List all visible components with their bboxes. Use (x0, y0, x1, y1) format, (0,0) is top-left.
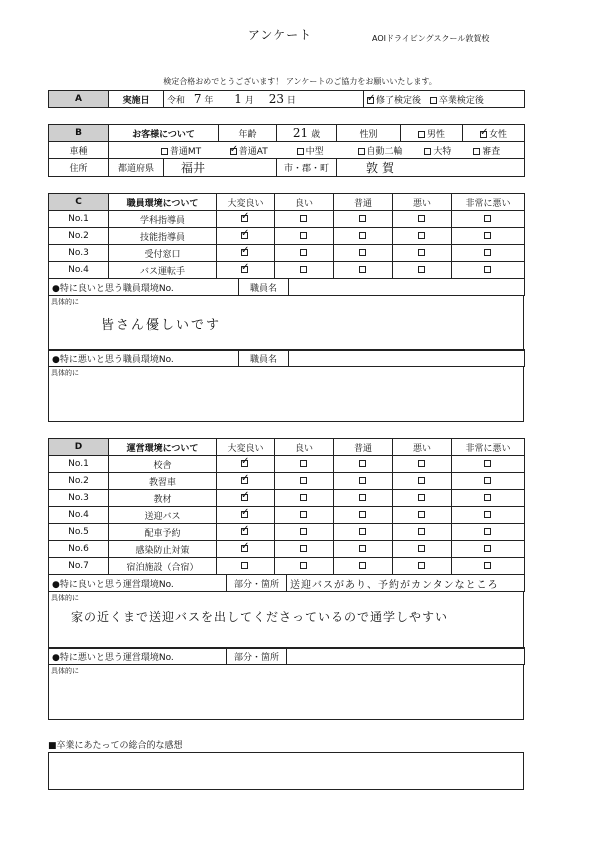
rating-cell[interactable] (393, 211, 452, 228)
final-impression-label: ■卒業にあたっての総合的な感想 (48, 741, 183, 751)
rating-cell[interactable] (275, 541, 334, 558)
staff-good-label: ●特に良いと思う職員環境No. (49, 279, 239, 296)
rating-cell[interactable] (217, 473, 275, 490)
rating-cell[interactable] (217, 211, 275, 228)
rating-cell[interactable] (275, 558, 334, 575)
detail-label: 具体的に (51, 369, 79, 377)
rating-cell[interactable] (275, 245, 334, 262)
age-field[interactable] (277, 125, 337, 142)
checkbox-icon[interactable] (359, 232, 366, 239)
checkbox-icon[interactable] (359, 249, 366, 256)
checkbox-icon[interactable] (300, 528, 307, 535)
section-a-letter: A (49, 91, 109, 108)
checkbox-icon[interactable] (297, 148, 304, 155)
checkbox-icon[interactable] (359, 494, 366, 501)
row-item: 受付窓口 (109, 245, 217, 262)
rating-cell[interactable] (275, 262, 334, 279)
row-item: 教材 (109, 490, 217, 507)
table-row (49, 228, 525, 245)
staff-bad-detail-box[interactable] (48, 366, 524, 422)
vehicle-option[interactable] (161, 144, 227, 157)
vehicle-option[interactable] (230, 144, 294, 157)
table-row (49, 524, 525, 541)
checkbox-icon[interactable] (424, 148, 431, 155)
option-shuryo[interactable] (367, 96, 421, 106)
checkbox-icon[interactable] (484, 249, 491, 256)
rating-header: 非常に悪い (452, 194, 525, 211)
checkbox-icon[interactable] (241, 249, 248, 256)
table-row (49, 507, 525, 524)
row-number: No.1 (49, 211, 109, 228)
rating-cell[interactable] (334, 490, 393, 507)
rating-cell[interactable] (217, 490, 275, 507)
row-item: 校舎 (109, 456, 217, 473)
table-row (49, 456, 525, 473)
checkbox-icon[interactable] (359, 460, 366, 467)
ops-good-detail-box[interactable] (48, 591, 524, 649)
rating-cell[interactable] (275, 228, 334, 245)
checkbox-icon[interactable] (418, 545, 425, 552)
checkbox-icon[interactable] (480, 131, 487, 138)
ops-bad-row (48, 647, 525, 665)
checkbox-icon[interactable] (484, 562, 491, 569)
checkbox-icon[interactable] (418, 232, 425, 239)
rating-cell[interactable] (393, 473, 452, 490)
ops-good-part: 送迎バスがあり、予約がカンタンなところ (290, 579, 499, 591)
checkbox-icon[interactable] (359, 562, 366, 569)
checkbox-icon[interactable] (430, 97, 437, 104)
gender-label: 性別 (337, 125, 401, 142)
day-value: 23 (268, 92, 284, 106)
checkbox-icon[interactable] (300, 215, 307, 222)
ops-bad-detail-box[interactable] (48, 664, 524, 720)
rating-cell[interactable] (393, 456, 452, 473)
rating-cell[interactable] (217, 558, 275, 575)
month-unit: 月 (244, 96, 254, 106)
rating-cell[interactable] (217, 228, 275, 245)
row-item: 宿泊施設（合宿） (109, 558, 217, 575)
checkbox-icon[interactable] (241, 494, 248, 501)
vehicle-label: 車種 (49, 142, 109, 159)
option-label: 卒業検定後 (438, 95, 484, 106)
rating-cell[interactable] (393, 245, 452, 262)
checkbox-icon[interactable] (418, 477, 425, 484)
city-field[interactable] (337, 159, 525, 177)
rating-cell[interactable] (217, 456, 275, 473)
rating-cell[interactable] (275, 490, 334, 507)
staff-name-label: 職員名 (239, 279, 289, 296)
checkbox-icon[interactable] (359, 528, 366, 535)
row-item: バス運転手 (109, 262, 217, 279)
row-number: No.3 (49, 490, 109, 507)
rating-cell[interactable] (393, 524, 452, 541)
checkbox-icon[interactable] (300, 266, 307, 273)
checkbox-icon[interactable] (300, 232, 307, 239)
rating-cell[interactable] (452, 456, 525, 473)
rating-cell[interactable] (217, 262, 275, 279)
section-a-table (48, 90, 525, 108)
checkbox-icon[interactable] (418, 460, 425, 467)
school-name: AOIドライビングスクール敦賀校 (372, 34, 490, 43)
checkbox-icon[interactable] (359, 215, 366, 222)
rating-cell[interactable] (334, 541, 393, 558)
exam-type-options (364, 91, 525, 108)
checkbox-icon[interactable] (300, 545, 307, 552)
checkbox-icon[interactable] (418, 528, 425, 535)
row-item: 技能指導員 (109, 228, 217, 245)
checkbox-icon[interactable] (484, 460, 491, 467)
rating-header: 悪い (393, 194, 452, 211)
year-value: 7 (193, 92, 202, 106)
rating-cell[interactable] (452, 558, 525, 575)
age-value: 21 (292, 126, 309, 140)
option-label: 女性 (489, 129, 508, 140)
row-number: No.4 (49, 507, 109, 524)
section-b-letter: B (49, 125, 109, 142)
row-number: No.7 (49, 558, 109, 575)
rating-cell[interactable] (334, 558, 393, 575)
row-number: No.4 (49, 262, 109, 279)
table-row (49, 211, 525, 228)
rating-cell[interactable] (393, 490, 452, 507)
checkbox-icon[interactable] (484, 511, 491, 518)
rating-cell[interactable] (334, 228, 393, 245)
table-row (49, 558, 525, 575)
date-label: 実施日 (109, 91, 164, 108)
checkbox-icon[interactable] (484, 494, 491, 501)
staff-label: 職員環境について (109, 194, 217, 211)
rating-cell[interactable] (334, 507, 393, 524)
checkbox-icon[interactable] (241, 562, 248, 569)
pref-value: 福井 (181, 161, 206, 175)
staff-name-label: 職員名 (239, 350, 289, 367)
date-value[interactable] (164, 91, 364, 108)
checkbox-icon[interactable] (241, 215, 248, 222)
section-c-letter: C (49, 194, 109, 211)
checkbox-icon[interactable] (484, 528, 491, 535)
checkbox-icon[interactable] (359, 545, 366, 552)
month-value: 1 (234, 92, 242, 106)
ops-part-field[interactable] (287, 575, 525, 592)
option-label: 男性 (427, 129, 446, 140)
ops-good-detail: 家の近くまで送迎バスを出してくださっているので通学しやすい (71, 610, 449, 624)
option-label: 大特 (433, 146, 452, 157)
row-item: 教習車 (109, 473, 217, 490)
checkbox-icon[interactable] (359, 266, 366, 273)
rating-cell[interactable] (217, 245, 275, 262)
vehicle-option[interactable] (424, 144, 470, 157)
detail-label: 具体的に (51, 667, 79, 675)
row-number: No.2 (49, 473, 109, 490)
rating-cell[interactable] (393, 262, 452, 279)
checkbox-icon[interactable] (418, 494, 425, 501)
section-c-table (48, 193, 525, 279)
rating-header: 非常に悪い (452, 439, 525, 456)
checkbox-icon[interactable] (161, 148, 168, 155)
checkbox-icon[interactable] (418, 266, 425, 273)
rating-cell[interactable] (452, 524, 525, 541)
checkbox-icon[interactable] (241, 511, 248, 518)
option-label: 普通MT (169, 146, 202, 157)
page-title: アンケート (247, 28, 313, 42)
checkbox-icon[interactable] (300, 460, 307, 467)
rating-cell[interactable] (452, 228, 525, 245)
day-unit: 日 (286, 96, 296, 106)
rating-cell[interactable] (452, 507, 525, 524)
gender-female[interactable] (463, 125, 525, 142)
ops-part-field[interactable] (287, 648, 525, 665)
rating-cell[interactable] (217, 524, 275, 541)
checkbox-icon[interactable] (241, 528, 248, 535)
row-number: No.6 (49, 541, 109, 558)
rating-cell[interactable] (275, 473, 334, 490)
checkbox-icon[interactable] (484, 545, 491, 552)
checkbox-icon[interactable] (484, 215, 491, 222)
checkbox-icon[interactable] (358, 148, 365, 155)
row-number: No.5 (49, 524, 109, 541)
staff-good-detail: 皆さん優しいです (101, 318, 222, 333)
year-unit: 年 (204, 96, 214, 106)
age-label: 年齢 (219, 125, 277, 142)
staff-good-detail-box[interactable] (48, 295, 524, 351)
checkbox-icon[interactable] (300, 562, 307, 569)
checkbox-icon[interactable] (473, 148, 480, 155)
checkbox-icon[interactable] (484, 477, 491, 484)
rating-header: 良い (275, 194, 334, 211)
checkbox-icon[interactable] (418, 249, 425, 256)
rating-cell[interactable] (275, 524, 334, 541)
detail-label: 具体的に (51, 298, 79, 306)
rating-cell[interactable] (334, 262, 393, 279)
ops-good-label: ●特に良いと思う運営環境No. (49, 575, 227, 592)
intro-text: 検定合格おめでとうございます！ アンケートのご協力をお願いいたします。 (163, 77, 437, 86)
rating-cell[interactable] (393, 507, 452, 524)
address-label: 住所 (49, 159, 109, 177)
part-label: 部分・箇所 (227, 575, 287, 592)
rating-cell[interactable] (393, 558, 452, 575)
checkbox-icon[interactable] (418, 131, 425, 138)
rating-cell[interactable] (275, 211, 334, 228)
row-item: 感染防止対策 (109, 541, 217, 558)
vehicle-options (109, 142, 525, 159)
row-item: 配車予約 (109, 524, 217, 541)
rating-header: 悪い (393, 439, 452, 456)
row-number: No.1 (49, 456, 109, 473)
rating-cell[interactable] (275, 507, 334, 524)
table-row (49, 262, 525, 279)
rating-cell[interactable] (217, 507, 275, 524)
option-label: 審査 (482, 146, 501, 157)
detail-label: 具体的に (51, 594, 79, 602)
rating-cell[interactable] (393, 228, 452, 245)
table-row (49, 490, 525, 507)
staff-name-field[interactable] (289, 350, 525, 367)
option-label: 自動二輪 (366, 146, 403, 157)
rating-cell[interactable] (452, 490, 525, 507)
checkbox-icon[interactable] (300, 249, 307, 256)
city-label: 市・郡・町 (277, 159, 337, 177)
rating-header: 普通 (334, 194, 393, 211)
option-label: 修了検定後 (376, 95, 422, 106)
rating-cell[interactable] (452, 541, 525, 558)
checkbox-icon[interactable] (241, 232, 248, 239)
checkbox-icon[interactable] (241, 460, 248, 467)
section-b-table (48, 124, 525, 177)
checkbox-icon[interactable] (359, 477, 366, 484)
rating-header: 普通 (334, 439, 393, 456)
checkbox-icon[interactable] (300, 511, 307, 518)
section-d-table (48, 438, 525, 575)
checkbox-icon[interactable] (359, 511, 366, 518)
option-label: 中型 (305, 146, 324, 157)
rating-header: 大変良い (217, 439, 275, 456)
checkbox-icon[interactable] (484, 266, 491, 273)
staff-bad-row (48, 349, 525, 367)
customer-label: お客様について (109, 125, 219, 142)
rating-cell[interactable] (334, 473, 393, 490)
row-number: No.2 (49, 228, 109, 245)
rating-cell[interactable] (452, 473, 525, 490)
table-row (49, 473, 525, 490)
rating-cell[interactable] (393, 541, 452, 558)
checkbox-icon[interactable] (241, 477, 248, 484)
operations-label: 運営環境について (109, 439, 217, 456)
vehicle-option[interactable] (297, 144, 355, 157)
final-impression-box[interactable] (48, 752, 524, 790)
checkbox-icon[interactable] (241, 545, 248, 552)
vehicle-option[interactable] (358, 144, 422, 157)
rating-cell[interactable] (452, 245, 525, 262)
option-label: 普通AT (238, 146, 268, 157)
checkbox-icon[interactable] (300, 477, 307, 484)
checkbox-icon[interactable] (300, 494, 307, 501)
pref-label: 都道府県 (109, 159, 164, 177)
ops-good-row (48, 574, 525, 592)
row-number: No.3 (49, 245, 109, 262)
vehicle-option[interactable] (473, 147, 500, 157)
checkbox-icon[interactable] (418, 511, 425, 518)
checkbox-icon[interactable] (418, 215, 425, 222)
checkbox-icon[interactable] (484, 232, 491, 239)
row-item: 学科指導員 (109, 211, 217, 228)
age-unit: 歳 (311, 130, 321, 140)
rating-cell[interactable] (452, 211, 525, 228)
rating-header: 大変良い (217, 194, 275, 211)
staff-name-field[interactable] (289, 279, 525, 296)
city-value: 敦賀 (366, 161, 399, 175)
section-d-letter: D (49, 439, 109, 456)
rating-cell[interactable] (334, 524, 393, 541)
checkbox-icon[interactable] (367, 97, 374, 104)
rating-cell[interactable] (452, 262, 525, 279)
table-row (49, 541, 525, 558)
ops-bad-label: ●特に悪いと思う運営環境No. (49, 648, 227, 665)
table-row (49, 245, 525, 262)
rating-cell[interactable] (334, 211, 393, 228)
part-label: 部分・箇所 (227, 648, 287, 665)
rating-cell[interactable] (217, 541, 275, 558)
staff-bad-label: ●特に悪いと思う職員環境No. (49, 350, 239, 367)
row-item: 送迎バス (109, 507, 217, 524)
staff-good-row (48, 278, 525, 296)
checkbox-icon[interactable] (418, 562, 425, 569)
gender-male[interactable] (401, 125, 463, 142)
checkbox-icon[interactable] (230, 148, 237, 155)
rating-cell[interactable] (334, 245, 393, 262)
era-label: 令和 (167, 96, 186, 106)
rating-cell[interactable] (334, 456, 393, 473)
pref-field[interactable] (164, 159, 277, 177)
option-sotsugyo[interactable] (430, 96, 484, 106)
rating-header: 良い (275, 439, 334, 456)
checkbox-icon[interactable] (241, 266, 248, 273)
rating-cell[interactable] (275, 456, 334, 473)
